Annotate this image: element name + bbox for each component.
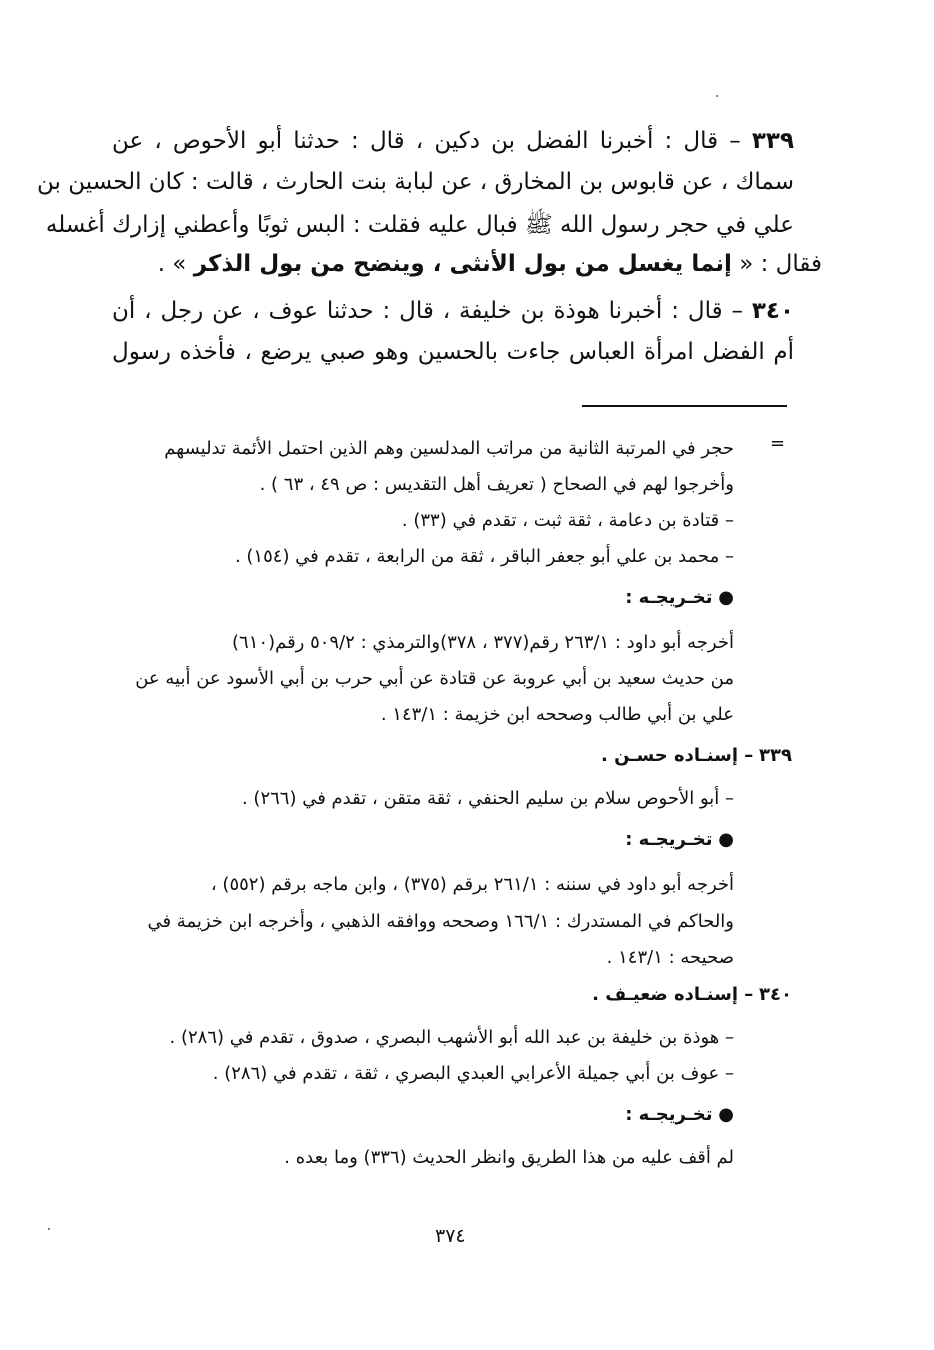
page-number: ٣٧٤	[435, 1225, 466, 1247]
hadith-text: فقال : «	[739, 251, 822, 277]
footnote-line: وأخرجوا لهم في الصحاح ( تعريف أهل التقديس : ص ٤٩ ، ٦٣ ) .	[259, 474, 734, 495]
bullet-icon: ●	[718, 1104, 734, 1125]
hadith-339-line-4	[158, 251, 822, 277]
footnote-line: – محمد بن علي أبو جعفر الباقر ، ثقة من الرابعة ، تقدم في (١٥٤) .	[234, 546, 734, 567]
footnote-line: والحاكم في المستدرك : ١٦٦/١ وصححه ووافقه الذهبي ، وأخرجه ابن خزيمة في	[147, 911, 734, 932]
footnote-line: أخرجه أبو داود : ٢٦٣/١ رقم(٣٧٧ ، ٣٧٨)والترمذي : ٥٠٩/٢ رقم(٦١٠)	[232, 632, 734, 653]
takhrij-heading: ● تخـريجـه :	[625, 587, 734, 608]
footnote-line: صحيحه : ١٤٣/١ .	[606, 947, 734, 968]
takhrij-heading: ● تخـريجـه :	[625, 829, 734, 850]
hadith-339-line-3: علي في حجر رسول الله ﷺ فبال عليه فقلت : البس ثوبًا وأعطني إزارك أغسله	[45, 212, 794, 238]
hadith-339-line-1	[112, 128, 794, 154]
hadith-340-line-1	[112, 298, 794, 324]
footnote-line: أخرجه أبو داود في سننه : ٢٦١/١ برقم (٣٧٥) ، وابن ماجه برقم (٥٥٢) ،	[210, 874, 734, 895]
footnote-line: لم أقف عليه من هذا الطريق وانظر الحديث (٣٣٦) وما بعده .	[284, 1147, 734, 1168]
bullet-icon: ●	[718, 829, 734, 850]
footnote-339-heading: ٣٣٩ – إسنـاده حسـن .	[601, 745, 792, 766]
hadith-text: – قال : أخبرنا هوذة بن خليفة ، قال : حدثنا عوف ، عن رجل ، أن	[112, 298, 743, 324]
footnote-line: – هوذة بن خليفة بن عبد الله أبو الأشهب البصري ، صدوق ، تقدم في (٢٨٦) .	[169, 1027, 734, 1048]
hadith-number: ٣٤٠	[751, 298, 794, 324]
footnote-line: علي بن أبي طالب وصححه ابن خزيمة : ١٤٣/١ .	[380, 704, 734, 725]
footnote-number: ٣٣٩	[759, 745, 792, 766]
footnote-separator	[582, 405, 787, 407]
hadith-number: ٣٣٩	[751, 128, 794, 154]
footnote-line: حجر في المرتبة الثانية من مراتب المدلسين وهم الذين احتمل الأئمة تدليسهم	[164, 438, 734, 459]
footnote-line: من حديث سعيد بن أبي عروبة عن قتادة عن أبي حرب بن أبي الأسود عن أبيه عن	[135, 668, 734, 689]
hadith-text: » .	[157, 251, 187, 277]
hadith-339-line-2: سماك ، عن قابوس بن المخارق ، عن لبابة بنت الحارث ، قالت : كان الحسين بن	[37, 169, 794, 195]
footnote-line: – عوف بن أبي جميلة الأعرابي العبدي البصري ، ثقة ، تقدم في (٢٨٦) .	[212, 1063, 734, 1084]
continuation-mark: =	[770, 433, 786, 454]
bullet-icon: ●	[718, 587, 734, 608]
prophetic-saying: إنما يغسل من بول الأنثى ، وينضح من بول الذكر	[193, 251, 732, 277]
footnote-340-heading: ٣٤٠ – إسنـاده ضعيـف .	[592, 984, 792, 1005]
scan-speck	[716, 95, 718, 97]
hadith-340-line-2: أم الفضل امرأة العباس جاءت بالحسين وهو صبي يرضع ، فأخذه رسول	[112, 339, 794, 365]
takhrij-heading: ● تخـريجـه :	[625, 1104, 734, 1125]
footnote-line: – قتادة بن دعامة ، ثقة ثبت ، تقدم في (٣٣) .	[401, 510, 734, 531]
scan-speck	[48, 1228, 50, 1230]
hadith-text: – قال : أخبرنا الفضل بن دكين ، قال : حدثنا أبو الأحوص ، عن	[112, 128, 741, 154]
footnote-line: – أبو الأحوص سلام بن سليم الحنفي ، ثقة متقن ، تقدم في (٢٦٦) .	[241, 788, 734, 809]
footnote-number: ٣٤٠	[759, 984, 792, 1005]
